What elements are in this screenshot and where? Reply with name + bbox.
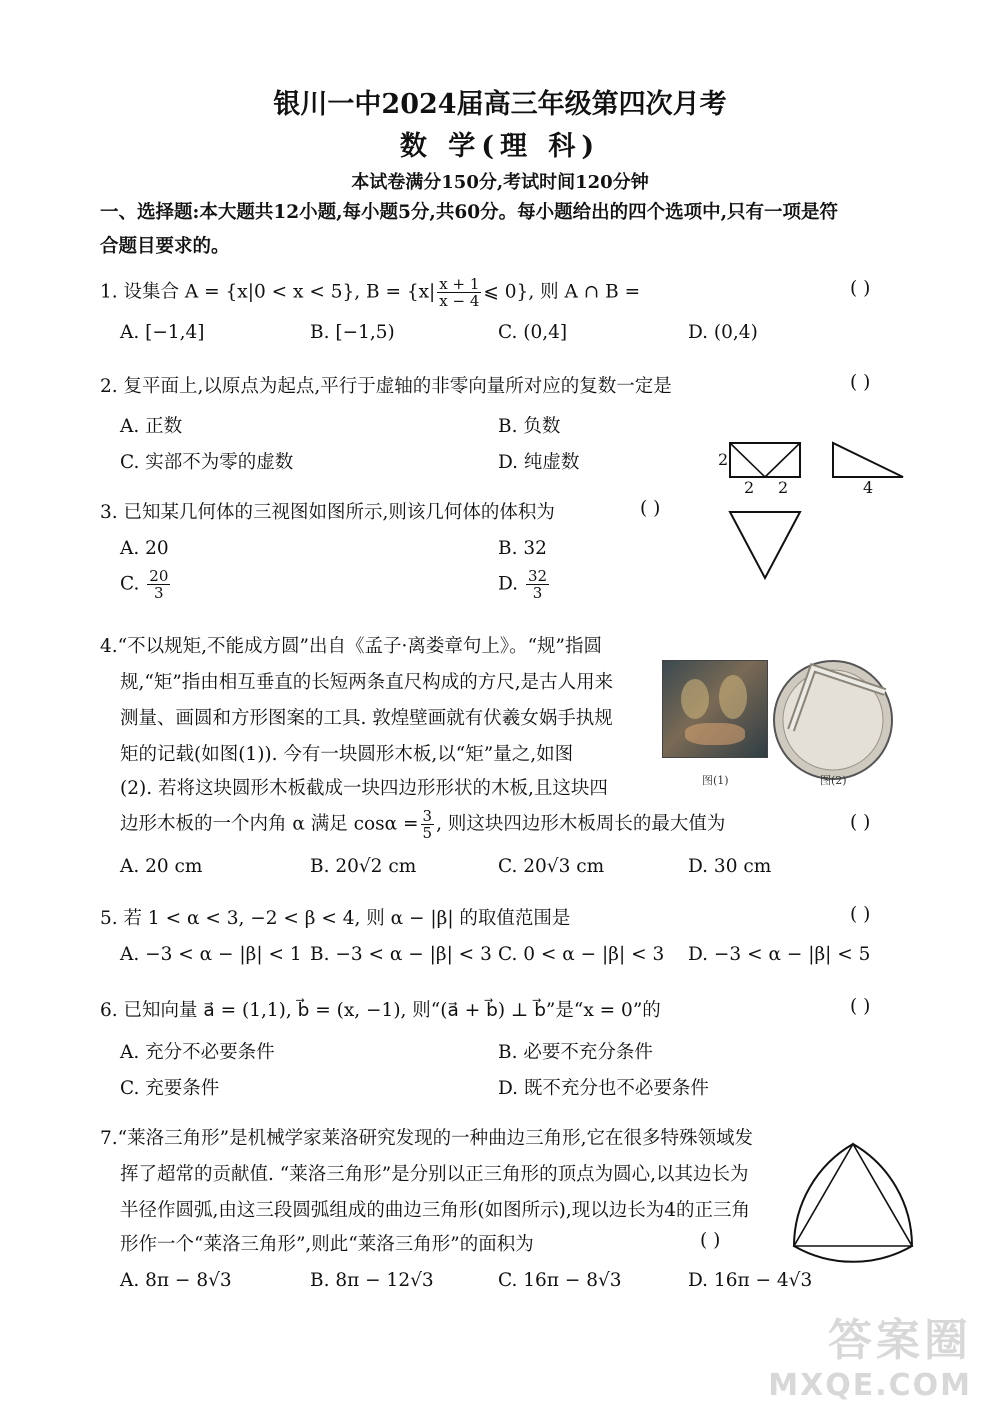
q4-answer-blank: ( ) (850, 812, 871, 833)
q3-option-c-frac (147, 568, 170, 601)
q3-option-d-num: 32 (527, 567, 548, 585)
q3-three-view-figure (715, 440, 915, 590)
q3-option-d-den: 3 (532, 584, 543, 602)
q7-answer-blank: ( ) (700, 1230, 721, 1251)
q4-option-b: B. 20√2 cm (310, 856, 417, 877)
section-heading-line2: 合题目要求的。 (100, 236, 230, 257)
q1-option-b: B. [−1,5) (310, 322, 395, 343)
q4-line-3: 测量、画圆和方形图案的工具. 敦煌壁画就有伏羲女娲手执规 (120, 708, 613, 729)
q1-stem-a: 1. 设集合 A = {x|0 < x < 5}, B = {x| (100, 281, 436, 303)
q4-caption-2: 图(2) (820, 774, 847, 787)
exam-info: 本试卷满分150分,考试时间120分钟 (351, 172, 649, 193)
q4-cos-num: 3 (422, 807, 433, 825)
q3-option-c (120, 568, 172, 601)
q4-line-4: 矩的记载(如图(1)). 今有一块圆形木板,以“矩”量之,如图 (120, 744, 574, 765)
q7-option-d: D. 16π − 4√3 (688, 1270, 813, 1291)
q3-label-height: 2 (718, 450, 729, 469)
q1-answer-blank: ( ) (850, 278, 871, 299)
q2-option-a: A. 正数 (120, 416, 183, 437)
q6-answer-blank: ( ) (850, 996, 871, 1017)
q4-line-6-a: 边形木板的一个内角 α 满足 cosα = (120, 813, 419, 835)
q7-line-2: 挥了超常的贡献值. “莱洛三角形”是分别以正三角形的顶点为圆心,以其边长为 (120, 1164, 749, 1185)
q3-option-c-num: 20 (149, 567, 169, 585)
q7-line-1: 7.“莱洛三角形”是机械学家莱洛研究发现的一种曲边三角形,它在很多特殊领域发 (100, 1128, 753, 1149)
watermark (768, 1304, 972, 1403)
q7-option-c: C. 16π − 8√3 (498, 1270, 622, 1291)
q5-option-d: D. −3 < α − |β| < 5 (688, 944, 871, 965)
watermark-line1: 答案圈 (828, 1315, 972, 1366)
q2-answer-blank: ( ) (850, 372, 871, 393)
q1-option-c: C. (0,4] (498, 322, 568, 343)
q7-line-4: 形作一个“莱洛三角形”,则此“莱洛三角形”的面积为 (120, 1234, 534, 1255)
q6-option-c: C. 充要条件 (120, 1078, 220, 1099)
exam-title: 银川一中2024届高三年级第四次月考 (273, 89, 727, 120)
q7-line-3: 半径作圆弧,由这三段圆弧组成的曲边三角形(如图所示),现以边长为4的正三角 (120, 1200, 750, 1221)
q1-option-d: D. (0,4) (688, 322, 758, 343)
q4-line-2: 规,“矩”指由相互垂直的长短两条直尺构成的方尺,是古人用来 (120, 672, 614, 693)
q4-cos-den: 5 (422, 824, 433, 842)
q5-answer-blank: ( ) (850, 904, 871, 925)
q5-option-c: C. 0 < α − |β| < 3 (498, 944, 665, 965)
q3-option-d-frac (526, 568, 549, 601)
q3-option-d (498, 568, 551, 601)
q3-label-side: 4 (863, 478, 874, 497)
q3-label-left: 2 (744, 478, 755, 497)
q4-option-a: A. 20 cm (120, 856, 203, 877)
q5-option-b: B. −3 < α − |β| < 3 (310, 944, 492, 965)
section-heading-line1: 一、选择题:本大题共12小题,每小题5分,共60分。每小题给出的四个选项中,只有一项是符 (100, 202, 839, 223)
q1-stem-b: ⩽ 0}, 则 A ∩ B = (483, 281, 641, 303)
q1-option-a: A. [−1,4] (120, 322, 205, 343)
q4-caption-1: 图(1) (702, 774, 729, 787)
q3-answer-blank: ( ) (640, 498, 661, 519)
q1-frac-den: x − 4 (439, 292, 480, 310)
q7-option-b: B. 8π − 12√3 (310, 1270, 434, 1291)
q2-option-b: B. 负数 (498, 416, 561, 437)
q4-option-d: D. 30 cm (688, 856, 772, 877)
q3-option-c-label: C. (120, 573, 140, 595)
q1-fraction (437, 276, 481, 309)
q1-frac-num: x + 1 (439, 275, 480, 293)
q5-stem: 5. 若 1 < α < 3, −2 < β < 4, 则 α − |β| 的取值范围是 (100, 908, 571, 929)
q4-line-5: (2). 若将这块圆形木板截成一块四边形形状的木板,且这块四 (120, 778, 608, 799)
exam-subject: 数 学(理 科) (399, 131, 601, 162)
q4-line-6 (120, 808, 725, 841)
q1-stem (100, 276, 640, 309)
q2-option-d: D. 纯虚数 (498, 452, 580, 473)
q4-line-1: 4.“不以规矩,不能成方圆”出自《孟子·离娄章句上》。“规”指圆 (100, 636, 602, 657)
q6-option-a: A. 充分不必要条件 (120, 1042, 275, 1063)
q7-option-a: A. 8π − 8√3 (120, 1270, 232, 1291)
q4-mural-photo (662, 660, 768, 758)
q4-square-ruler-figure (773, 660, 895, 782)
q3-option-c-den: 3 (154, 584, 164, 602)
q4-cos-fraction (421, 808, 435, 841)
q4-line-6-b: , 则这块四边形木板周长的最大值为 (436, 813, 726, 835)
q2-option-c: C. 实部不为零的虚数 (120, 452, 294, 473)
q7-reuleaux-triangle-figure (788, 1138, 918, 1258)
q3-stem: 3. 已知某几何体的三视图如图所示,则该几何体的体积为 (100, 502, 555, 523)
q6-stem: 6. 已知向量 a⃗ = (1,1), b⃗ = (x, −1), 则“(a⃗ + b⃗) ⊥ b⃗”是“x = 0”的 (100, 1000, 661, 1021)
q5-option-a: A. −3 < α − |β| < 1 (120, 944, 302, 965)
q3-option-a: A. 20 (120, 538, 169, 559)
q3-option-d-label: D. (498, 573, 519, 595)
q4-option-c: C. 20√3 cm (498, 856, 605, 877)
watermark-line2: MXQE.COM (768, 1368, 972, 1403)
q2-stem: 2. 复平面上,以原点为起点,平行于虚轴的非零向量所对应的复数一定是 (100, 376, 672, 397)
q3-label-right: 2 (778, 478, 789, 497)
q6-option-d: D. 既不充分也不必要条件 (498, 1078, 709, 1099)
q6-option-b: B. 必要不充分条件 (498, 1042, 653, 1063)
q3-option-b: B. 32 (498, 538, 547, 559)
